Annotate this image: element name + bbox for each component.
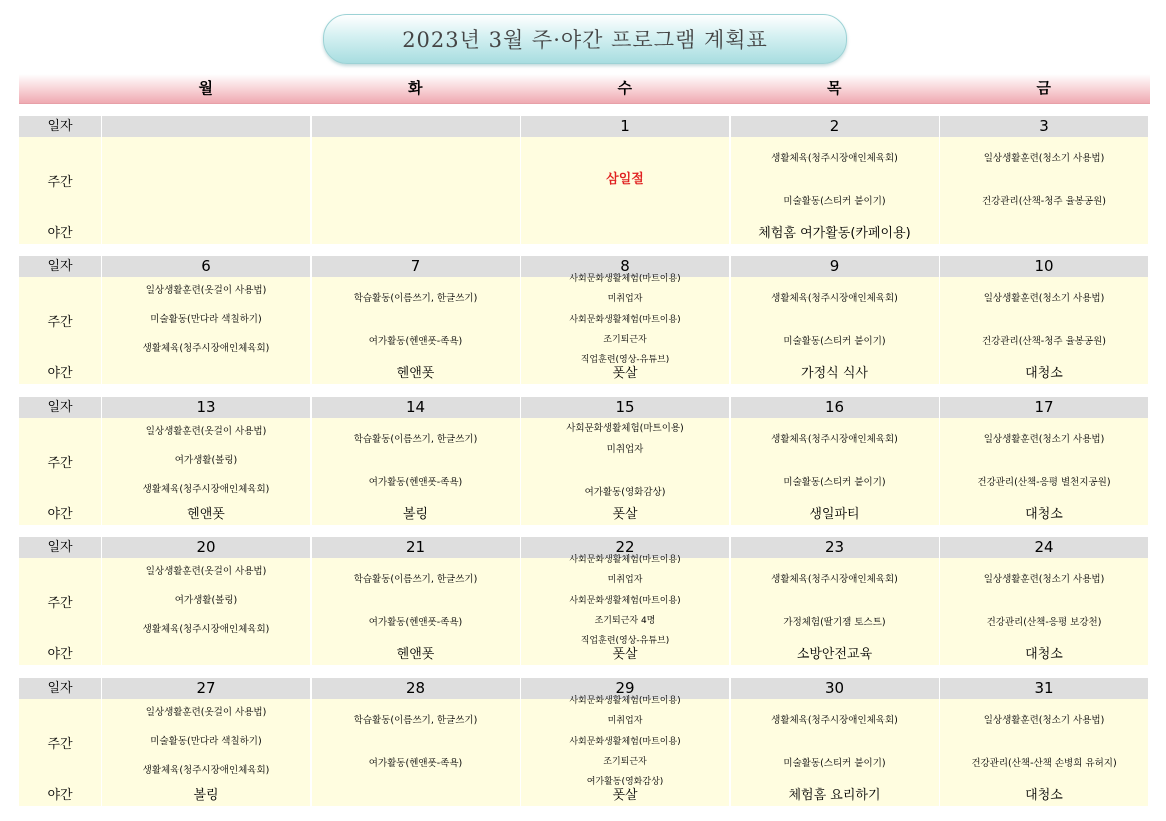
row-label-date: 일자 [19, 678, 101, 699]
row-label-date: 일자 [19, 537, 101, 558]
date-number: 30 [731, 678, 939, 699]
day-cell [102, 537, 310, 665]
day-cell [940, 678, 1148, 806]
daytime-program: 여가활동(헨앤폿-족욕) [368, 616, 463, 628]
day-cell [312, 537, 520, 665]
daytime-program: 일상생활훈련(옷걸이 사용법) [145, 566, 267, 578]
daytime-program-list [521, 137, 729, 223]
daytime-program-list [102, 558, 310, 644]
daytime-program: 학습활동(이름쓰기, 한글쓰기) [353, 573, 478, 585]
night-program: 폿살 [612, 647, 638, 662]
daytime-program: 사회문화생활체험(마트이용) [569, 555, 681, 565]
daytime-program: 사회문화생활체험(마트이용) [569, 314, 681, 325]
daytime-program-list [102, 418, 310, 504]
day-cell [731, 397, 939, 525]
row-label-date: 일자 [19, 397, 101, 418]
date-number: 6 [102, 256, 310, 277]
row-label-text: 주간 [47, 737, 73, 752]
daytime-program: 학습활동(이름쓰기, 한글쓰기) [353, 292, 478, 304]
date-number: 2 [731, 116, 939, 137]
day-cell [731, 116, 939, 244]
date-number: 9 [731, 256, 939, 277]
row-label-text: 주간 [47, 596, 73, 611]
daytime-program: 생활체육(청주시장애인체육회) [771, 433, 898, 445]
day-cell [940, 116, 1148, 244]
week-row [19, 256, 1150, 384]
daytime-program: 미술활동(스티커 붙이기) [783, 335, 886, 347]
date-number: 16 [731, 397, 939, 418]
date-number: 21 [312, 537, 520, 558]
night-program: 헨앤폿 [396, 647, 435, 662]
date-number: 22 [521, 537, 729, 558]
daytime-program: 건강관리(산책-응평 보강천) [986, 616, 1102, 628]
date-number: 7 [312, 256, 520, 277]
daytime-program: 미취업자 [607, 716, 643, 727]
date-number: 29 [521, 678, 729, 699]
daytime-program-list [521, 696, 729, 788]
weekday-mon: 월 [198, 79, 213, 97]
date-number [312, 116, 520, 137]
date-number: 1 [521, 116, 729, 137]
daytime-program: 여가생활(볼링) [174, 454, 238, 466]
daytime-program-list [312, 137, 520, 223]
daytime-program-list [521, 274, 729, 366]
night-program: 소방안전교육 [796, 647, 873, 662]
page-title: 2023년 3월 주·야간 프로그램 계획표 [323, 14, 847, 64]
daytime-program-list [312, 558, 520, 644]
day-cell [521, 537, 729, 665]
night-program [312, 785, 520, 806]
daytime-program: 미술활동(스티커 붙이기) [783, 757, 886, 769]
day-cell [940, 537, 1148, 665]
row-label-night: 야간 [19, 644, 101, 665]
date-number [102, 116, 310, 137]
daytime-program-list [312, 699, 520, 785]
daytime-program: 사회문화생활체험(마트이용) [569, 696, 681, 706]
night-program: 폿살 [612, 366, 638, 381]
daytime-program-list [102, 277, 310, 363]
day-cell [102, 256, 310, 384]
daytime-program: 사회문화생활체험(마트이용) [566, 422, 684, 434]
daytime-program-list [731, 418, 939, 504]
night-program: 볼링 [193, 788, 219, 803]
night-program [940, 223, 1148, 244]
week-row [19, 116, 1150, 244]
row-label-day [19, 277, 101, 363]
night-program: 헨앤폿 [187, 507, 225, 522]
day-cell [731, 537, 939, 665]
night-program: 가정식 식사 [801, 366, 868, 381]
daytime-program-list [731, 558, 939, 644]
daytime-program: 일상생활훈련(청소기 사용법) [983, 292, 1105, 304]
night-program: 폿살 [612, 788, 638, 803]
weekday-thu: 목 [827, 79, 842, 97]
night-program [102, 223, 310, 244]
daytime-program [623, 466, 626, 478]
day-cell [521, 678, 729, 806]
daytime-program: 미취업자 [606, 444, 644, 456]
night-program [102, 644, 310, 665]
daytime-program: 생활체육(청주시장애인체육회) [142, 764, 270, 776]
night-program: 헨앤폿 [396, 366, 435, 381]
daytime-program: 일상생활훈련(옷걸이 사용법) [145, 426, 267, 438]
holiday-label: 삼일절 [606, 172, 644, 187]
row-label-date: 일자 [19, 256, 101, 277]
daytime-program: 직업훈련(영상-유튜브) [580, 636, 670, 646]
night-program: 체험홈 요리하기 [788, 788, 881, 803]
daytime-program: 여가활동(헨앤폿-족욕) [368, 335, 463, 347]
daytime-program-list [312, 418, 520, 504]
daytime-program: 미취업자 [607, 575, 643, 586]
day-cell [102, 116, 310, 244]
daytime-program: 여가생활(볼링) [174, 594, 238, 606]
daytime-program: 사회문화생활체험(마트이용) [569, 274, 681, 284]
date-number: 15 [521, 397, 729, 418]
day-cell [940, 397, 1148, 525]
night-program: 폿살 [612, 507, 638, 522]
day-cell [102, 678, 310, 806]
night-program: 대청소 [1025, 647, 1063, 662]
daytime-program: 생활체육(청주시장애인체육회) [142, 623, 270, 635]
day-cell [312, 256, 520, 384]
weekday-tue: 화 [408, 79, 423, 97]
daytime-program: 여가활동(영화감상) [584, 487, 666, 499]
date-number: 20 [102, 537, 310, 558]
night-program: 볼링 [402, 507, 429, 522]
night-program [312, 223, 520, 244]
daytime-program-list [731, 277, 939, 363]
date-number: 14 [312, 397, 520, 418]
weekday-fri: 금 [1036, 79, 1051, 97]
daytime-program: 여가활동(헨앤폿-족욕) [368, 476, 463, 488]
date-number: 13 [102, 397, 310, 418]
date-number: 28 [312, 678, 520, 699]
row-label-text: 주간 [47, 175, 73, 190]
week-row [19, 397, 1150, 525]
day-cell [940, 256, 1148, 384]
daytime-program-list [521, 555, 729, 647]
daytime-program: 생활체육(청주시장애인체육회) [771, 573, 898, 585]
date-number: 3 [940, 116, 1148, 137]
row-label-night: 야간 [19, 223, 101, 244]
night-program [102, 363, 310, 384]
date-number: 10 [940, 256, 1148, 277]
day-cell [312, 116, 520, 244]
row-label-day [19, 558, 101, 644]
row-label-text: 주간 [47, 456, 73, 471]
night-program: 대청소 [1025, 366, 1063, 381]
day-cell [731, 678, 939, 806]
daytime-program: 일상생활훈련(청소기 사용법) [983, 714, 1105, 726]
day-cell [312, 678, 520, 806]
daytime-program: 학습활동(이름쓰기, 한글쓰기) [353, 433, 478, 445]
row-label-day [19, 418, 101, 504]
row-label-night: 야간 [19, 504, 101, 525]
daytime-program-list [940, 137, 1148, 223]
day-cell [521, 256, 729, 384]
night-program: 생일파티 [809, 507, 860, 522]
day-cell [731, 256, 939, 384]
daytime-program: 여가활동(영화감상) [586, 777, 664, 787]
night-program: 대청소 [1025, 507, 1063, 522]
daytime-program: 생활체육(청주시장애인체육회) [771, 714, 898, 726]
daytime-program: 미술활동(만다라 색칠하기) [150, 735, 262, 747]
row-label-day [19, 137, 101, 223]
daytime-program-list [102, 699, 310, 785]
daytime-program: 건강관리(산책-산책 손병희 유허지) [971, 757, 1117, 769]
night-program: 체험홈 여가활동(카페이용) [758, 226, 911, 241]
date-number: 23 [731, 537, 939, 558]
daytime-program: 조기퇴근자 4명 [594, 615, 656, 626]
row-label-day [19, 699, 101, 785]
date-number: 27 [102, 678, 310, 699]
daytime-program: 생활체육(청주시장애인체육회) [771, 292, 898, 304]
daytime-program: 일상생활훈련(옷걸이 사용법) [145, 707, 267, 719]
daytime-program: 건강관리(산책-청주 율봉공원) [982, 335, 1106, 347]
daytime-program-list [940, 558, 1148, 644]
daytime-program: 생활체육(청주시장애인체육회) [771, 152, 898, 164]
daytime-program: 일상생활훈련(청소기 사용법) [983, 433, 1105, 445]
daytime-program: 건강관리(산책-청주 율봉공원) [982, 195, 1106, 207]
daytime-program-list [731, 137, 939, 223]
daytime-program: 일상생활훈련(청소기 사용법) [983, 152, 1105, 164]
daytime-program: 일상생활훈련(옷걸이 사용법) [145, 285, 267, 297]
daytime-program: 미술활동(스티커 붙이기) [783, 476, 886, 488]
daytime-program: 미취업자 [607, 294, 643, 305]
night-program [521, 223, 729, 244]
daytime-program: 조기퇴근자 [603, 334, 647, 345]
date-number: 8 [521, 256, 729, 277]
daytime-program: 일상생활훈련(청소기 사용법) [983, 573, 1105, 585]
daytime-program: 건강관리(산책-응평 별천지공원) [977, 476, 1111, 488]
daytime-program-list [940, 699, 1148, 785]
daytime-program: 미술활동(만다라 색칠하기) [150, 313, 262, 325]
date-number: 17 [940, 397, 1148, 418]
date-number: 24 [940, 537, 1148, 558]
day-cell [521, 397, 729, 525]
daytime-program: 조기퇴근자 [603, 756, 647, 767]
daytime-program: 미술활동(스티커 붙이기) [783, 195, 886, 207]
daytime-program: 가정체험(딸기잼 토스트) [783, 616, 886, 628]
daytime-program-list [731, 699, 939, 785]
weekday-wed: 수 [617, 79, 632, 97]
daytime-program-list [521, 418, 729, 504]
weekday-header [19, 74, 1150, 104]
day-cell [521, 116, 729, 244]
daytime-program: 사회문화생활체험(마트이용) [569, 595, 681, 606]
daytime-program-list [940, 277, 1148, 363]
row-label-night: 야간 [19, 785, 101, 806]
week-row [19, 678, 1150, 806]
day-cell [102, 397, 310, 525]
daytime-program-list [312, 277, 520, 363]
row-label-text: 주간 [47, 315, 73, 330]
daytime-program: 학습활동(이름쓰기, 한글쓰기) [353, 714, 478, 726]
week-row [19, 537, 1150, 665]
daytime-program: 여가활동(헨앤폿-족욕) [368, 757, 463, 769]
daytime-program-list [940, 418, 1148, 504]
day-cell [312, 397, 520, 525]
date-number: 31 [940, 678, 1148, 699]
daytime-program: 생활체육(청주시장애인체육회) [142, 483, 270, 495]
row-label-night: 야간 [19, 363, 101, 384]
night-program: 대청소 [1025, 788, 1063, 803]
daytime-program-list [102, 137, 310, 223]
daytime-program: 사회문화생활체험(마트이용) [569, 736, 681, 747]
daytime-program: 직업훈련(영상-유튜브) [580, 355, 670, 365]
daytime-program: 생활체육(청주시장애인체육회) [142, 342, 270, 354]
row-label-date: 일자 [19, 116, 101, 137]
